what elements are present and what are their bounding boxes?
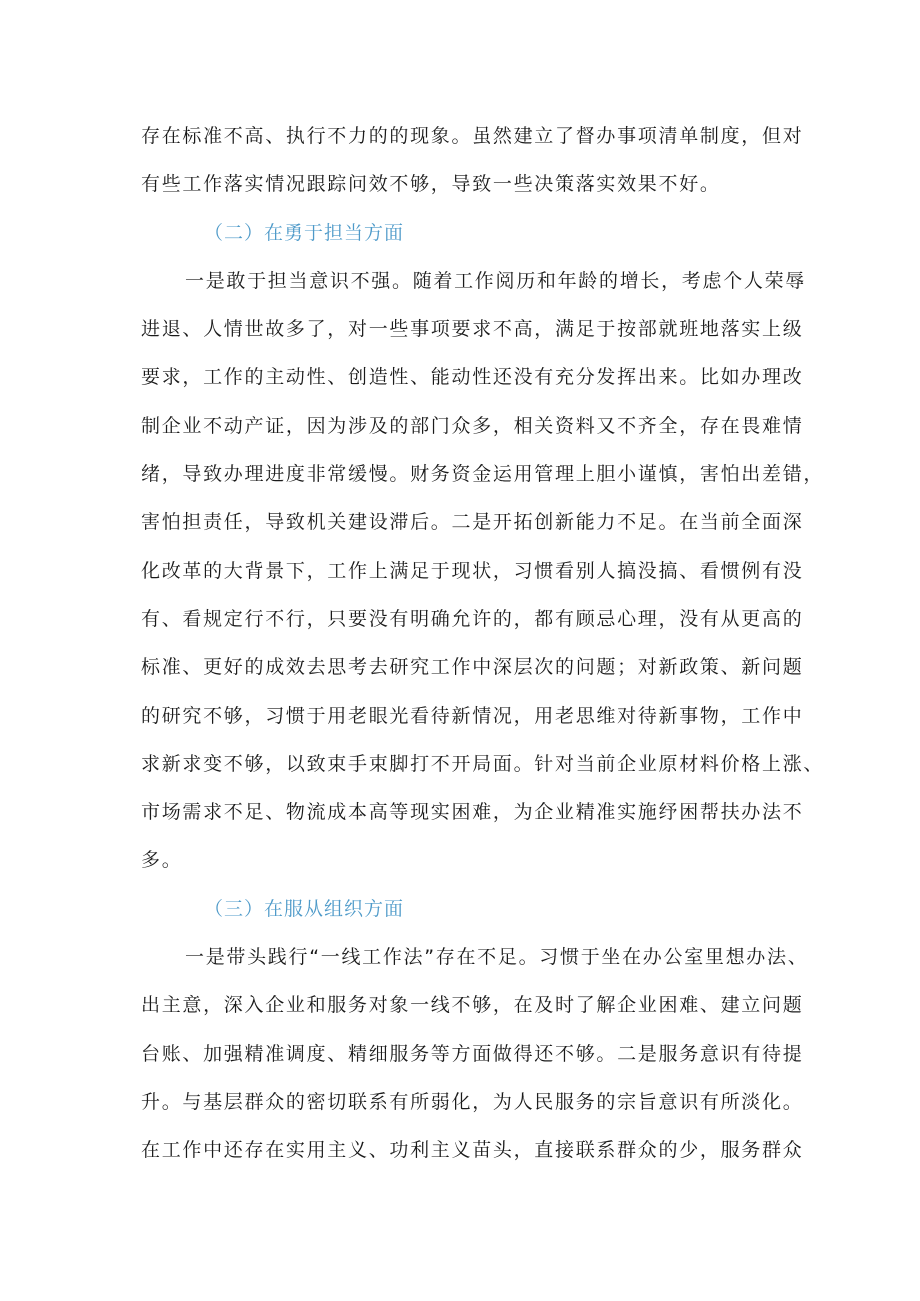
- body-line: 有些工作落实情况跟踪问效不够，导致一些决策落实效果不好。: [141, 173, 721, 196]
- section-heading: （三）在服从组织方面: [204, 897, 405, 920]
- body-line: 存在标准不高、执行不力的的现象。虽然建立了督办事项清单制度，但对: [141, 125, 804, 147]
- body-line: 的研究不够，习惯于用老眼光看待新情况，用老思维对待新事物，工作中: [141, 704, 804, 727]
- body-line: 绪，导致办理进度非常缓慢。财务资金运用管理上胆小谨慎，害怕出差错，: [141, 463, 825, 486]
- body-line: 要求，工作的主动性、创造性、能动性还没有充分发挥出来。比如办理改: [141, 366, 804, 389]
- body-line: 出主意，深入企业和服务对象一线不够，在及时了解企业困难、建立问题: [141, 994, 804, 1017]
- body-line: 制企业不动产证，因为涉及的部门众多，相关资料又不齐全，存在畏难情: [141, 414, 804, 437]
- paragraph-first-line: 一是带头践行“一线工作法”存在不足。习惯于坐在办公室里想办法、: [185, 946, 809, 969]
- body-line: 市场需求不足、物流成本高等现实困难，为企业精准实施纾困帮扶办法不: [141, 801, 804, 824]
- body-line: 进退、人情世故多了，对一些事项要求不高，满足于按部就班地落实上级: [141, 318, 804, 341]
- document-page: [141, 112, 825, 1175]
- body-line: 升。与基层群众的密切联系有所弱化，为人民服务的宗旨意识有所淡化。: [141, 1090, 804, 1113]
- body-line: 台账、加强精准调度、精细服务等方面做得还不够。二是服务意识有待提: [141, 1042, 804, 1065]
- body-line: 求新求变不够，以致束手束脚打不开局面。针对当前企业原材料价格上涨、: [141, 752, 825, 775]
- body-line: 有、看规定行不行，只要没有明确允许的，都有顾忌心理，没有从更高的: [141, 607, 804, 630]
- body-line: 在工作中还存在实用主义、功利主义苗头，直接联系群众的少，服务群众: [141, 1139, 804, 1162]
- body-line: 化改革的大背景下，工作上满足于现状，习惯看别人搞没搞、看惯例有没: [141, 559, 804, 582]
- body-line: 标准、更好的成效去思考去研究工作中深层次的问题；对新政策、新问题: [141, 656, 804, 679]
- body-line: 害怕担责任，导致机关建设滞后。二是开拓创新能力不足。在当前全面深: [141, 511, 804, 534]
- body-line: 多。: [141, 849, 183, 872]
- paragraph-first-line: 一是敢于担当意识不强。随着工作阅历和年龄的增长，考虑个人荣辱: [185, 269, 807, 292]
- section-heading: （二）在勇于担当方面: [204, 221, 405, 244]
